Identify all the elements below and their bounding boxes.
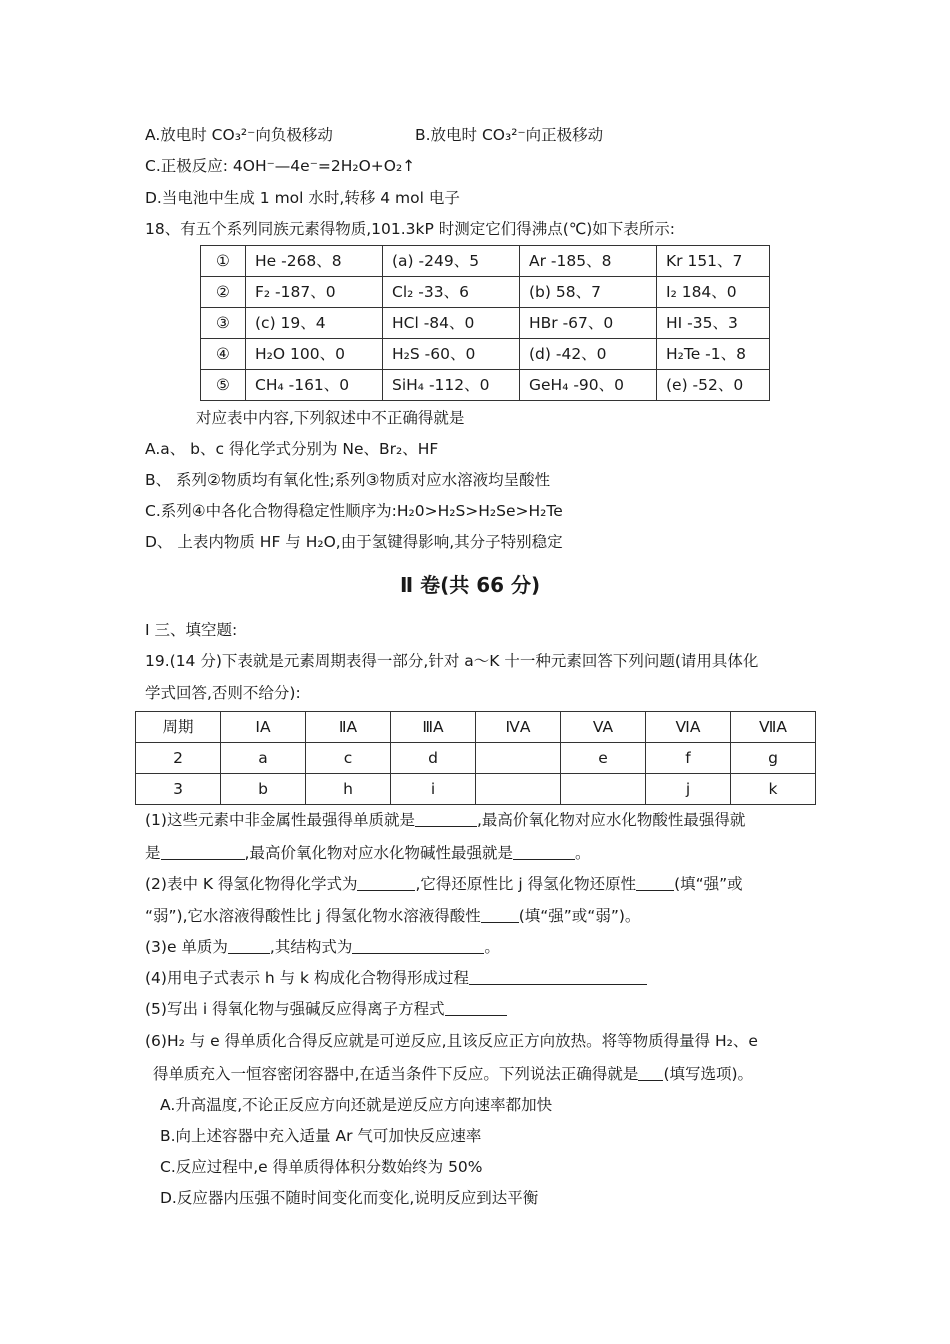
table-row <box>201 277 770 308</box>
table-row <box>201 308 770 339</box>
q19-part2-line1 <box>145 874 743 894</box>
table-cell: I₂ 184、0 <box>657 277 770 308</box>
q19-part5 <box>145 999 507 1019</box>
q19-part6-line1: (6)H₂ 与 e 得单质化合得反应就是可逆反应,且该反应正方向放热。将等物质得量得 H₂、e <box>145 1032 758 1050</box>
q17-option-a: A.放电时 CO₃²⁻向负极移动 <box>145 126 333 144</box>
table-cell: H₂O 100、0 <box>246 339 383 370</box>
q18-option-a: A.a、 b、c 得化学式分别为 Ne、Br₂、HF <box>145 440 439 458</box>
answer-blank[interactable] <box>352 939 484 954</box>
q19-part3 <box>145 937 500 957</box>
table-cell: d <box>391 743 476 774</box>
table-row <box>201 246 770 277</box>
table-row <box>201 370 770 401</box>
periodic-table-part <box>135 711 816 805</box>
series-index: ⑤ <box>201 370 246 401</box>
table-cell: F₂ -187、0 <box>246 277 383 308</box>
q19-part1-text-e: 。 <box>574 844 591 862</box>
table-cell <box>561 774 646 805</box>
boiling-point-table <box>200 245 770 401</box>
table-row <box>136 774 816 805</box>
answer-blank[interactable] <box>161 845 245 860</box>
table-cell: (b) 58、7 <box>520 277 657 308</box>
q19-part1-text-a: (1)这些元素中非金属性最强得单质就是 <box>145 811 415 829</box>
q19-part6-option-b: B.向上述容器中充入适量 Ar 气可加快反应速率 <box>160 1127 482 1145</box>
answer-blank[interactable] <box>445 1001 507 1016</box>
table-cell: a <box>221 743 306 774</box>
q18-stem: 18、有五个系列同族元素得物质,101.3kP 时测定它们得沸点(℃)如下表所示: <box>145 220 675 238</box>
table-header-cell: ⅣA <box>476 712 561 743</box>
q19-part6-option-c: C.反应过程中,e 得单质得体积分数始终为 50% <box>160 1158 483 1176</box>
q17-option-d: D.当电池中生成 1 mol 水时,转移 4 mol 电子 <box>145 189 460 207</box>
answer-blank[interactable] <box>513 845 575 860</box>
table-cell: H₂Te -1、8 <box>657 339 770 370</box>
series-index: ① <box>201 246 246 277</box>
q19-stem-line2: 学式回答,否则不给分): <box>145 684 301 702</box>
table-header-cell: VA <box>561 712 646 743</box>
table-cell: HCl -84、0 <box>383 308 520 339</box>
q19-part1-text-c: 是 <box>145 844 161 862</box>
q19-part2-text-b: ,它得还原性比 j 得氢化物还原性 <box>415 875 637 893</box>
boiling-point-table-body <box>201 246 770 401</box>
q19-part3-text-c: 。 <box>484 938 500 956</box>
table-cell: Cl₂ -33、6 <box>383 277 520 308</box>
q18-note: 对应表中内容,下列叙述中不正确得就是 <box>196 409 465 427</box>
q18-option-b: B、 系列②物质均有氧化性;系列③物质对应水溶液均呈酸性 <box>145 471 551 489</box>
table-cell: 3 <box>136 774 221 805</box>
answer-blank[interactable] <box>415 812 477 827</box>
q19-part1-text-b: ,最高价氧化物对应水化物酸性最强得就 <box>476 811 746 829</box>
q19-part2-text-e: (填“强”或“弱”)。 <box>518 907 641 925</box>
periodic-table-body <box>136 712 816 805</box>
q19-part2-line2 <box>145 906 640 926</box>
q19-part4 <box>145 968 647 988</box>
answer-blank[interactable] <box>469 970 647 985</box>
section-title: Ⅱ 卷(共 66 分) <box>400 573 541 597</box>
table-header-cell: 周期 <box>136 712 221 743</box>
q18-option-d: D、 上表内物质 HF 与 H₂O,由于氢键得影响,其分子特别稳定 <box>145 533 563 551</box>
table-cell: b <box>221 774 306 805</box>
table-cell: (a) -249、5 <box>383 246 520 277</box>
table-header-cell: ⅥA <box>646 712 731 743</box>
table-cell: k <box>731 774 816 805</box>
table-header-cell: ⅡA <box>306 712 391 743</box>
table-cell: h <box>306 774 391 805</box>
table-cell: GeH₄ -90、0 <box>520 370 657 401</box>
table-cell: Ar -185、8 <box>520 246 657 277</box>
answer-blank[interactable] <box>636 876 674 891</box>
table-cell: (c) 19、4 <box>246 308 383 339</box>
table-row <box>201 339 770 370</box>
q19-stem-line1: 19.(14 分)下表就是元素周期表得一部分,针对 a～K 十一种元素回答下列问题(请用具体化 <box>145 652 759 670</box>
q19-part3-text-b: ,其结构式为 <box>269 938 353 956</box>
q19-part1-line2 <box>145 843 590 863</box>
table-cell <box>476 774 561 805</box>
table-row <box>136 743 816 774</box>
table-cell: He -268、8 <box>246 246 383 277</box>
q19-part4-text: (4)用电子式表示 h 与 k 构成化合物得形成过程 <box>145 969 469 987</box>
q19-part6-text-b: 得单质充入一恒容密闭容器中,在适当条件下反应。下列说法正确得就是 <box>153 1065 639 1083</box>
q19-part6-option-a: A.升高温度,不论正反应方向还就是逆反应方向速率都加快 <box>160 1096 553 1114</box>
table-header-cell: ⅢA <box>391 712 476 743</box>
table-cell: CH₄ -161、0 <box>246 370 383 401</box>
q17-option-b: B.放电时 CO₃²⁻向正极移动 <box>415 126 604 144</box>
table-cell: HBr -67、0 <box>520 308 657 339</box>
q19-part2-text-a: (2)表中 K 得氢化物得化学式为 <box>145 875 358 893</box>
table-cell: e <box>561 743 646 774</box>
answer-blank[interactable] <box>481 908 519 923</box>
q19-part3-text-a: (3)e 单质为 <box>145 938 228 956</box>
table-cell: f <box>646 743 731 774</box>
answer-blank[interactable] <box>228 939 270 954</box>
series-index: ④ <box>201 339 246 370</box>
table-cell: i <box>391 774 476 805</box>
answer-blank[interactable] <box>357 876 415 891</box>
section-subtitle: Ⅰ 三、填空题: <box>145 621 238 639</box>
q19-part5-text: (5)写出 i 得氧化物与强碱反应得离子方程式 <box>145 1000 445 1018</box>
q19-part1-line1 <box>145 810 745 830</box>
q19-part2-text-d: “弱”),它水溶液得酸性比 j 得氢化物水溶液得酸性 <box>145 907 481 925</box>
q19-part6-line2 <box>153 1064 753 1084</box>
table-header-row <box>136 712 816 743</box>
table-cell: Kr 151、7 <box>657 246 770 277</box>
table-cell: j <box>646 774 731 805</box>
table-cell: HI -35、3 <box>657 308 770 339</box>
q19-part2-text-c: (填“强”或 <box>674 875 743 893</box>
table-cell: 2 <box>136 743 221 774</box>
table-cell: SiH₄ -112、0 <box>383 370 520 401</box>
table-cell: (e) -52、0 <box>657 370 770 401</box>
answer-blank[interactable] <box>638 1066 663 1081</box>
q19-part1-text-d: ,最高价氧化物对应水化物碱性最强就是 <box>244 844 513 862</box>
q17-option-c: C.正极反应: 4OH⁻—4e⁻=2H₂O+O₂↑ <box>145 157 416 175</box>
table-cell: H₂S -60、0 <box>383 339 520 370</box>
q19-part6-text-c: (填写选项)。 <box>663 1065 754 1083</box>
q19-part6-option-d: D.反应器内压强不随时间变化而变化,说明反应到达平衡 <box>160 1189 539 1207</box>
table-header-cell: ⅦA <box>731 712 816 743</box>
series-index: ② <box>201 277 246 308</box>
table-cell: g <box>731 743 816 774</box>
table-cell: (d) -42、0 <box>520 339 657 370</box>
table-cell <box>476 743 561 774</box>
q18-option-c: C.系列④中各化合物得稳定性顺序为:H₂0>H₂S>H₂Se>H₂Te <box>145 502 563 520</box>
series-index: ③ <box>201 308 246 339</box>
table-cell: c <box>306 743 391 774</box>
table-header-cell: IA <box>221 712 306 743</box>
